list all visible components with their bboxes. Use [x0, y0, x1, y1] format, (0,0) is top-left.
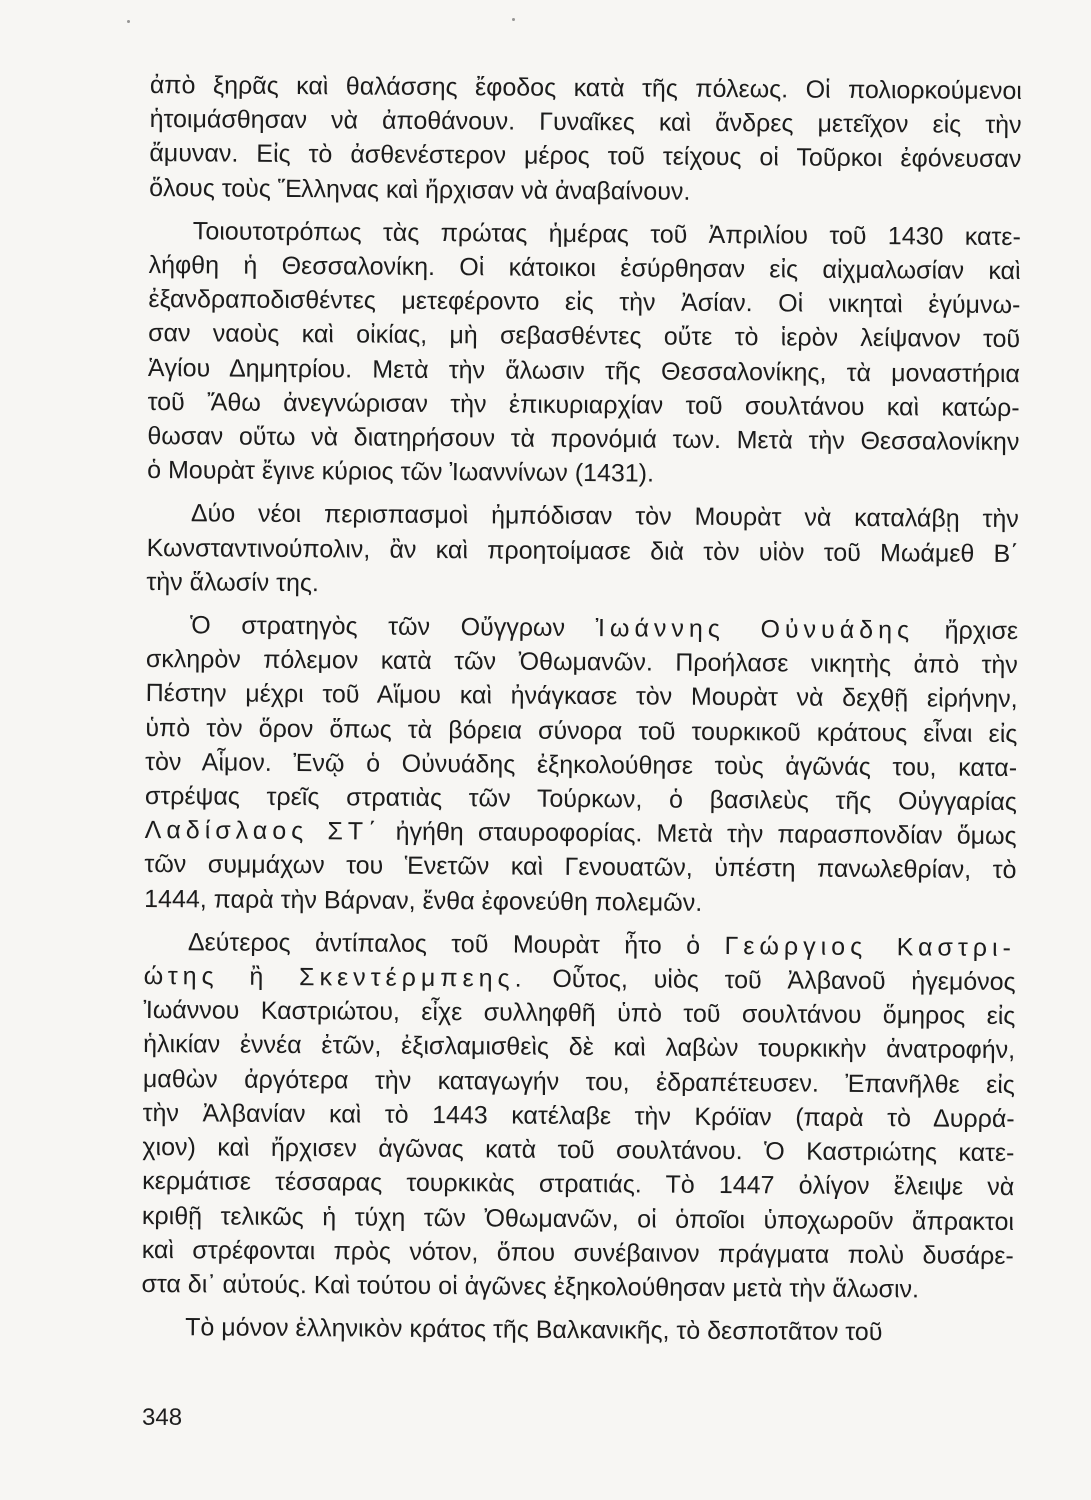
spaced-name: Ἰωάννης Οὐνυάδης — [595, 614, 915, 645]
text-line: ὑπὸ τὸν ὅρον ὅπως τὰ βόρεια σύνορα τοῦ τουρκικοῦ κράτους εἶναι εἰς — [145, 713, 1018, 748]
text-line: καὶ στρέφονται πρὸς νότον, ὅπου συνέβαινον πράγματα πολὺ δυσάρε- — [141, 1235, 1014, 1270]
text-fragment: Οὗτος, υἱὸς τοῦ Ἀλβανοῦ ἡγεμόνος — [552, 964, 1016, 997]
text-line: θωσαν οὕτω νὰ διατηρήσουν τὰ προνόμιά των. Μετὰ τὴν Θεσσαλονίκην — [147, 422, 1020, 457]
spaced-name: Λαδίσλαος ΣΤ΄ — [144, 816, 382, 846]
spaced-name: ώτης ἢ Σκεντέρμπεης. — [143, 962, 527, 993]
text-fragment: ἠγήθη σταυροφορίας. Μετὰ τὴν παρασπονδίαν ὅμως — [395, 817, 1017, 851]
text-line: Δύο νέοι περισπασμοὶ ἠμπόδισαν τὸν Μουρὰτ νὰ καταλάβῃ τὴν — [190, 499, 1019, 534]
text-line: σαν ναοὺς καὶ οἰκίας, μὴ σεβασθέντες οὔτε τὸ ἱερὸν λείψανον τοῦ — [148, 319, 1021, 354]
paragraph-skanderbeg — [141, 925, 1016, 1307]
text-line: Πέστην μέχρι τοῦ Αἵμου καὶ ἠνάγκασε τὸν Μουρὰτ νὰ δεχθῇ εἰρήνην, — [145, 679, 1018, 714]
text-line: τὴν ἅλωσίν της. — [146, 567, 320, 598]
text-line: κριθῇ τελικῶς ἡ τύχη τῶν Ὀθωμανῶν, οἱ ὁποῖοι ὑποχωροῦν ἄπρακτοι — [141, 1201, 1015, 1236]
text-line: Κωνσταντινούπολιν, ἂν καὶ προητοίμασε διὰ τὸν υἱὸν τοῦ Μωάμεθ Β΄ — [146, 533, 1019, 568]
text-line: Ἰωάννου Καστριώτου, εἶχε συλληφθῆ ὑπὸ τοῦ σουλτάνου ὅμηρος εἰς — [143, 996, 1016, 1031]
scan-speck — [512, 18, 515, 21]
text-line: τῶν συμμάχων του Ἑνετῶν καὶ Γενουατῶν, ὑπέστη πανωλεθρίαν, τὸ — [144, 850, 1017, 885]
body-text — [141, 68, 1022, 1359]
text-line: ἐξανδραποδισθέντες μετεφέροντο εἰς τὴν Ἀσίαν. Οἱ νικηταὶ ἐγύμνω- — [148, 285, 1021, 320]
text-line: χιον) καὶ ἤρχισεν ἀγῶνας κατὰ τοῦ σουλτάνου. Ὁ Καστριώτης κατε- — [142, 1133, 1015, 1168]
text-line: 1444, παρὰ τὴν Βάρναν, ἔνθα ἐφονεύθη πολεμῶν. — [144, 884, 703, 917]
paragraph-distractions — [146, 496, 1019, 605]
text-line: Τὸ μόνον ἑλληνικὸν κράτος τῆς Βαλκανικῆς, τὸ δεσποτᾶτον τοῦ — [185, 1313, 883, 1347]
text-line: ἀπὸ ξηρᾶς καὶ θαλάσσης ἔφοδος κατὰ τῆς πόλεως. Οἱ πολιορκούμενοι — [149, 70, 1022, 106]
paragraph-despotate — [141, 1310, 1013, 1350]
text-line: στρέψας τρεῖς στρατιὰς τῶν Τούρκων, ὁ βασιλεὺς τῆς Οὐγγαρίας — [144, 782, 1017, 817]
text-line: μαθὼν ἀργότερα τὴν καταγωγήν του, ἐδραπέτευσεν. Ἐπανῆλθε εἰς — [142, 1064, 1016, 1099]
text-line: τὸν Αἷμον. Ἐνῷ ὁ Οὐνυάδης ἐξηκολούθησε τοὺς ἀγῶνάς του, κατα- — [145, 747, 1018, 782]
text-line: στα δι᾿ αὐτούς. Καὶ τούτου οἱ ἀγῶνες ἐξηκολούθησαν μετὰ τὴν ἅλωσιν. — [141, 1269, 920, 1304]
text-line: ὁ Μουρὰτ ἔγινε κύριος τῶν Ἰωαννίνων (1431). — [147, 456, 655, 488]
text-line: ἡλικίαν ἐννέα ἐτῶν, ἐξισλαμισθεὶς δὲ καὶ λαβὼν τουρκικὴν ἀνατροφήν, — [143, 1030, 1016, 1065]
text-line: κερμάτισε τέσσαρας τουρκικὰς στρατιάς. Τὸ 1447 ὀλίγον ἔλειψε νὰ — [142, 1167, 1015, 1202]
text-line: Τοιουτοτρόπως τὰς πρώτας ἡμέρας τοῦ Ἀπριλίου τοῦ 1430 κατε- — [192, 217, 1021, 251]
text-line: ἄμυναν. Εἰς τὸ ἀσθενέστερον μέρος τοῦ τείχους οἱ Τοῦρκοι ἐφόνευσαν — [149, 139, 1022, 174]
page-number: 348 — [142, 1404, 183, 1431]
scan-speck — [127, 20, 130, 23]
text-fragment: ἤρχισε — [944, 616, 1019, 646]
text-line: ὅλους τοὺς Ἕλληνας καὶ ἤρχισαν νὰ ἀναβαίνουν. — [149, 173, 691, 206]
text-line: τοῦ Ἄθω ἀνεγνώρισαν τὴν ἐπικυριαρχίαν τοῦ σουλτάνου καὶ κατώρ- — [147, 387, 1020, 422]
text-fragment: Ὁ στρατηγὸς τῶν Οὔγγρων — [190, 611, 566, 642]
text-line: ἡτοιμάσθησαν νὰ ἀποθάνουν. Γυναῖκες καὶ ἄνδρες μετεῖχον εἰς τὴν — [149, 105, 1022, 140]
text-line: Ἁγίου Δημητρίου. Μετὰ τὴν ἅλωσιν τῆς Θεσσαλονίκης, τὰ μοναστήρια — [147, 353, 1020, 388]
paragraph-hunyadi — [144, 608, 1018, 922]
text-line: σκληρὸν πόλεμον κατὰ τῶν Ὀθωμανῶν. Προήλασε νικητὴς ἀπὸ τὴν — [145, 645, 1018, 680]
spaced-name: Γεώργιος Καστρι- — [724, 931, 1016, 962]
paragraph-thessaloniki — [147, 214, 1021, 494]
paragraph-siege — [149, 68, 1022, 211]
text-line: τὴν Ἀλβανίαν καὶ τὸ 1443 κατέλαβε τὴν Κρόϊαν (παρὰ τὸ Δυρρά- — [142, 1098, 1015, 1133]
text-line: λήφθη ἡ Θεσσαλονίκη. Οἱ κάτοικοι ἐσύρθησαν εἰς αἰχμαλωσίαν καὶ — [148, 251, 1021, 286]
text-fragment: Δεύτερος ἀντίπαλος τοῦ Μουρὰτ ἦτο ὁ — [187, 928, 701, 960]
